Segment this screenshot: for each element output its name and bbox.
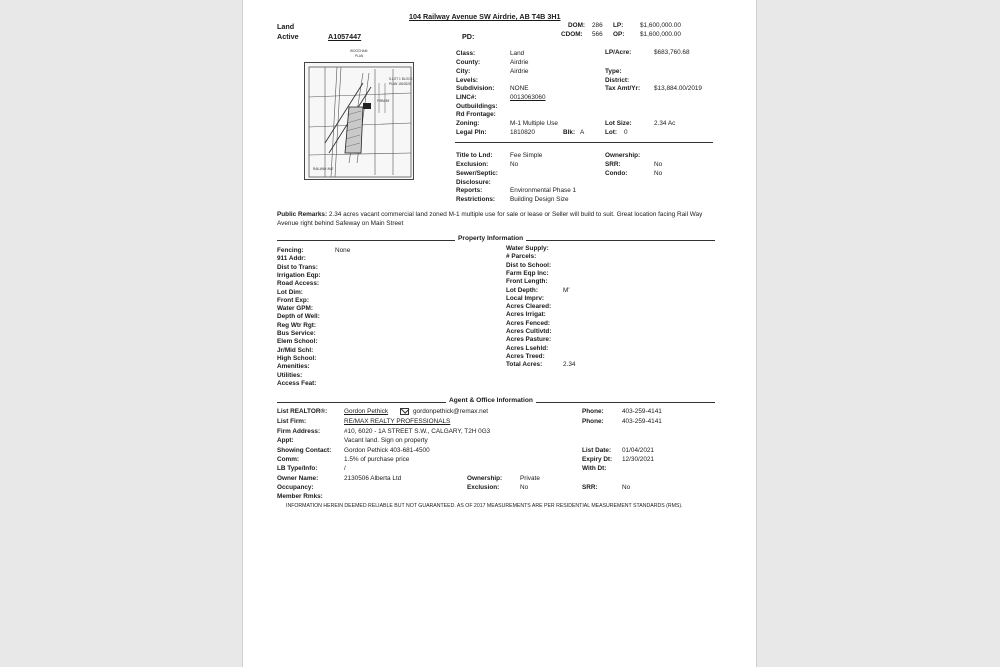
lot-value: 0 <box>624 129 628 136</box>
property-field-label: Elem School: <box>277 338 318 346</box>
listing-status: Active <box>277 32 299 41</box>
phone2-value: 403-259-4141 <box>622 418 662 425</box>
city-value: Airdrie <box>510 68 529 75</box>
plot-map-image <box>304 62 414 180</box>
property-field-label: Farm Eqp Inc: <box>506 269 549 277</box>
blk-label: Blk: <box>563 129 576 136</box>
dom-value: 286 <box>592 22 603 29</box>
property-field-label: Acres Lsehld: <box>506 344 549 352</box>
district-label: District: <box>605 77 630 84</box>
dom-label: DOM: <box>568 22 586 29</box>
agent-ownership-label: Ownership: <box>467 475 503 482</box>
op-label: OP: <box>613 31 625 38</box>
public-remarks <box>277 211 717 228</box>
property-field-label: Access Feat: <box>277 379 317 387</box>
divider-1 <box>455 142 713 143</box>
lb-value: / <box>344 465 346 472</box>
map-label-right1: S.LOT 1 BLOCK <box>389 77 413 81</box>
legal-pln-value: 1810820 <box>510 129 535 136</box>
public-remarks-text: 2.34 acres vacant commercial land zoned M-1 multiple use for sale or lease or Seller will build to suit. Great location facing Rail Way Avenue right behind Safeway on Main Street <box>277 211 703 227</box>
cdom-label: CDOM: <box>561 31 583 38</box>
agent-srr-value: No <box>622 484 631 491</box>
county-label: County: <box>456 59 481 66</box>
ownership-label: Ownership: <box>605 152 641 159</box>
property-field-label: Water Supply: <box>506 245 549 252</box>
linc-label: LINC#: <box>456 94 477 101</box>
property-field-label: Acres Irrigat: <box>506 311 546 319</box>
property-field-label: Depth of Well: <box>277 313 320 321</box>
member-rmks-label: Member Rmks: <box>277 493 323 500</box>
phone1-label: Phone: <box>582 408 604 415</box>
property-field-label: 911 Addr: <box>277 255 306 263</box>
property-field-label: Utilities: <box>277 371 303 379</box>
property-field-value: M' <box>563 286 570 294</box>
sewer-label: Sewer/Septic: <box>456 170 498 177</box>
restrictions-label: Restrictions: <box>456 196 496 203</box>
subdivision-label: Subdivision: <box>456 85 495 92</box>
comm-label: Comm: <box>277 456 300 463</box>
map-caption-1: WOOCHAM <box>350 49 368 53</box>
list-date-value: 01/04/2021 <box>622 447 654 454</box>
expiry-value: 12/30/2021 <box>622 456 654 463</box>
property-field-label: Total Acres: <box>506 361 543 369</box>
comm-value: 1.5% of purchase price <box>344 456 410 463</box>
property-field-label: Local Imprv: <box>506 294 544 302</box>
property-field-label: Lot Dim: <box>277 288 303 296</box>
title-label: Title to Lnd: <box>456 152 493 159</box>
property-field-label: Dist to School: <box>506 261 552 269</box>
expiry-label: Expiry Dt: <box>582 456 613 463</box>
exclusion-value: No <box>510 161 519 168</box>
outbuildings-label: Outbuildings: <box>456 103 498 110</box>
list-realtor-label: List REALTOR®: <box>277 408 328 415</box>
agent-email[interactable]: gordonpethick@remax.net <box>413 408 489 415</box>
appt-value: Vacant land. Sign on property <box>344 437 428 444</box>
property-field-label: Front Length: <box>506 278 548 286</box>
property-field-label: Acres Treed: <box>506 352 545 360</box>
property-field-label: Acres Cleared: <box>506 303 552 311</box>
showing-value: Gordon Pethick 403-681-4500 <box>344 447 430 454</box>
map-caption-2: PLAN <box>355 54 364 58</box>
property-field-label: Reg Wtr Rgt: <box>277 321 317 329</box>
linc-link[interactable]: 0013063060 <box>510 94 546 101</box>
list-realtor-link[interactable]: Gordon Pethick <box>344 408 389 415</box>
property-field-value: None <box>335 247 351 254</box>
lp-value: $1,600,000.00 <box>640 22 681 29</box>
class-value: Land <box>510 50 525 57</box>
lb-label: LB Type/Info: <box>277 465 318 472</box>
property-field-label: Acres Pasture: <box>506 336 552 344</box>
map-label-bottom: RAILWAY AVE <box>313 167 334 171</box>
email-icon[interactable] <box>400 408 409 415</box>
list-date-label: List Date: <box>582 447 612 454</box>
agent-exclusion-value: No <box>520 484 529 491</box>
srr-label: SRR: <box>605 161 621 168</box>
property-field-label: # Parcels: <box>506 253 537 261</box>
cdom-value: 566 <box>592 31 603 38</box>
zoning-label: Zoning: <box>456 120 480 127</box>
property-field-label: Lot Depth: <box>506 286 538 294</box>
listing-address: 104 Railway Avenue SW Airdrie, AB T4B 3H1 <box>409 12 561 21</box>
property-field-label: Amenities: <box>277 363 310 371</box>
disclaimer: INFORMATION HEREIN DEEMED RELIABLE BUT NOT GUARANTEED. AS OF 2017 MEASUREMENTS ARE PER RESIDENTIAL MEASUREMENT STANDARDS (RMS). <box>286 503 683 509</box>
subdivision-value: NONE <box>510 85 529 92</box>
list-firm-link[interactable]: RE/MAX REALTY PROFESSIONALS <box>344 418 451 425</box>
rd-frontage-label: Rd Frontage: <box>456 111 496 118</box>
firm-address-label: Firm Address: <box>277 428 321 435</box>
agent-info-heading: Agent & Office Information <box>446 397 536 404</box>
property-field-label: Dist to Trans: <box>277 263 318 271</box>
tax-value: $13,884.00/2019 <box>654 85 702 92</box>
property-info-heading: Property Information <box>455 235 526 242</box>
lot-label: Lot: <box>605 129 618 136</box>
phone2-label: Phone: <box>582 418 604 425</box>
property-field-label: Front Exp: <box>277 296 309 304</box>
exclusion-label: Exclusion: <box>456 161 489 168</box>
showing-label: Showing Contact: <box>277 447 332 454</box>
property-field-label: Bus Service: <box>277 330 316 337</box>
county-value: Airdrie <box>510 59 529 66</box>
property-field-label: Road Access: <box>277 280 320 288</box>
condo-value: No <box>654 170 663 177</box>
property-field-label: Water GPM: <box>277 305 313 313</box>
agent-srr-label: SRR: <box>582 484 598 491</box>
property-field-label: Jr/Mid Schl: <box>277 346 314 354</box>
property-field-label: Irrigation Eqp: <box>277 271 321 279</box>
property-field-label: High School: <box>277 354 317 362</box>
type-label: Type: <box>605 68 622 75</box>
phone1-value: 403-259-4141 <box>622 408 662 415</box>
restrictions-value: Building Design Size <box>510 196 569 203</box>
property-field-label: Fencing: <box>277 247 304 254</box>
lot-size-label: Lot Size: <box>605 120 632 127</box>
class-label: Class: <box>456 50 476 57</box>
occupancy-label: Occupancy: <box>277 484 314 491</box>
tax-label: Tax Amt/Yr: <box>605 85 641 92</box>
reports-label: Reports: <box>456 187 483 194</box>
agent-exclusion-label: Exclusion: <box>467 484 500 491</box>
blk-value: A <box>580 129 585 136</box>
lp-acre-value: $683,760.68 <box>654 49 690 56</box>
appt-label: Appt: <box>277 437 294 444</box>
condo-label: Condo: <box>605 170 628 177</box>
pd-label: PD: <box>462 32 475 41</box>
owner-value: 2130506 Alberta Ltd <box>344 475 402 482</box>
property-field-label: Acres Fenced: <box>506 319 551 327</box>
lot-size-value: 2.34 Ac <box>654 120 676 127</box>
title-value: Fee Simple <box>510 152 543 159</box>
zoning-value: M-1 Multiple Use <box>510 120 558 127</box>
property-field-value: 2.34 <box>563 361 576 369</box>
owner-label: Owner Name: <box>277 475 319 482</box>
levels-label: Levels: <box>456 77 479 84</box>
op-value: $1,600,000.00 <box>640 31 681 38</box>
property-field-label: Acres Cultivtd: <box>506 328 552 335</box>
with-dt-label: With Dt: <box>582 465 607 472</box>
agent-ownership-value: Private <box>520 475 540 482</box>
property-type: Land <box>277 22 295 31</box>
map-label-mid: FIRM 89 <box>377 99 390 103</box>
map-label-right2: PLAN 1810820 <box>389 82 411 86</box>
disclosure-label: Disclosure: <box>456 179 491 186</box>
srr-value: No <box>654 161 663 168</box>
lp-acre-label: LP/Acre: <box>605 49 632 56</box>
mls-number[interactable]: A1057447 <box>328 32 362 41</box>
reports-value: Environmental Phase 1 <box>510 187 577 194</box>
list-firm-label: List Firm: <box>277 418 307 425</box>
city-label: City: <box>456 68 471 75</box>
lp-label: LP: <box>613 22 624 29</box>
listing-sheet <box>242 0 757 667</box>
firm-address-value: #10, 6020 - 1A STREET S.W., CALGARY, T2H 0G3 <box>344 428 491 435</box>
public-remarks-label: Public Remarks: <box>277 211 328 218</box>
legal-pln-label: Legal Pln: <box>456 129 487 136</box>
